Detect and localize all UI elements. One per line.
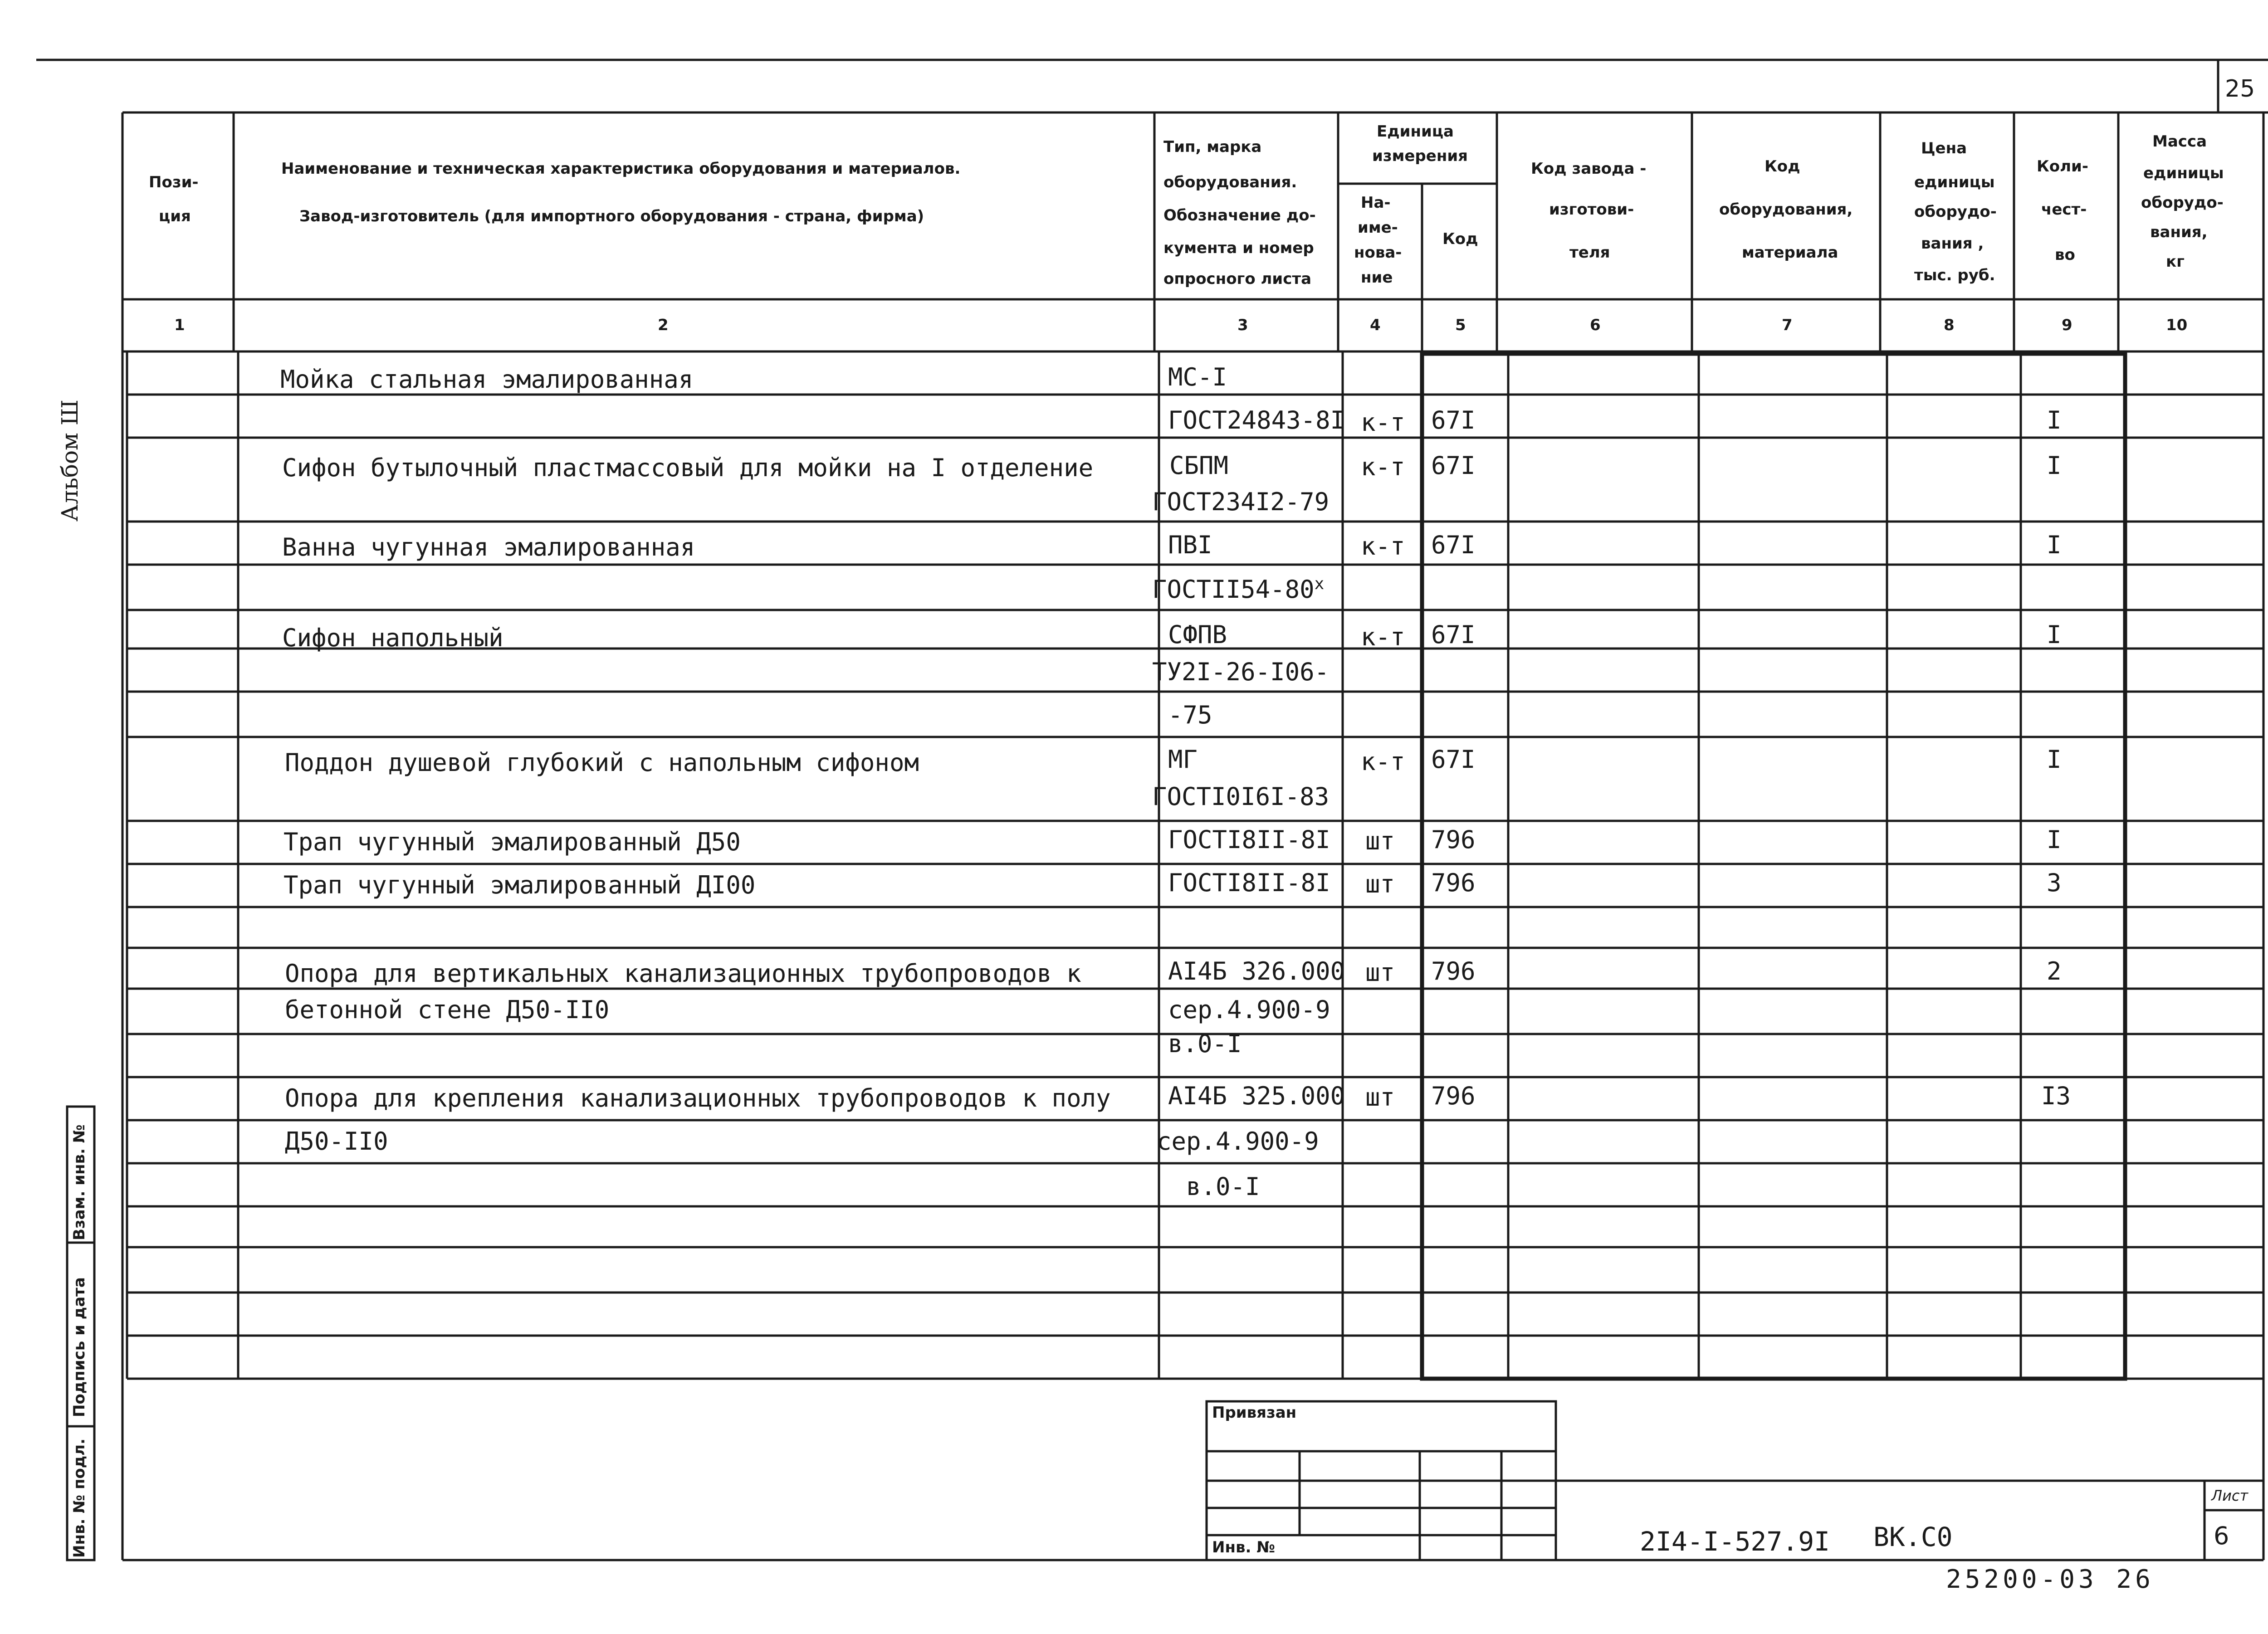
row-type: ГОСТ24843-8I bbox=[1168, 406, 1345, 434]
header-col10-line2: единицы bbox=[2143, 164, 2224, 182]
row-name: Опора для вертикальных канализационных трубопроводов к bbox=[285, 959, 1081, 988]
header-col2-line2: Завод-изготовитель (для импортного оборудования - страна, фирма) bbox=[299, 207, 924, 225]
header-col10-line3: оборудо- bbox=[2141, 194, 2224, 212]
row-unit: к-т bbox=[1361, 747, 1405, 776]
header-col7-line2: оборудования, bbox=[1719, 200, 1853, 219]
col-number-8: 8 bbox=[1944, 316, 1955, 334]
row-unit: к-т bbox=[1361, 453, 1405, 481]
header-col3-line5: опросного листа bbox=[1163, 270, 1312, 288]
document-code: 2I4-I-527.9I bbox=[1640, 1526, 1830, 1557]
row-unit: шт bbox=[1365, 958, 1395, 987]
header-col10-line4: вания, bbox=[2150, 223, 2208, 241]
row-code: 67I bbox=[1431, 745, 1476, 774]
col-number-4: 4 bbox=[1370, 316, 1381, 334]
row-code: 67I bbox=[1431, 620, 1476, 649]
col-number-7: 7 bbox=[1782, 316, 1793, 334]
header-col3-line3: Обозначение до- bbox=[1163, 206, 1316, 224]
row-name: Д50-II0 bbox=[285, 1127, 388, 1156]
header-col10-line5: кг bbox=[2166, 253, 2185, 271]
title-inv-label: Инв. № bbox=[1212, 1538, 1276, 1556]
title-privyazan: Привязан bbox=[1212, 1404, 1297, 1422]
col-number-3: 3 bbox=[1237, 316, 1248, 334]
row-name: Трап чугунный эмалированный ДI00 bbox=[284, 871, 756, 899]
row-unit: шт bbox=[1365, 1083, 1395, 1112]
header-col8-line4: вания , bbox=[1921, 234, 1984, 253]
row-code: 796 bbox=[1431, 1082, 1476, 1110]
page-number: 25 bbox=[2225, 75, 2255, 102]
row-qty: I bbox=[2047, 451, 2062, 480]
stamp-signature-date-label: Подпись и дата bbox=[70, 1277, 88, 1417]
header-col10-line1: Масса bbox=[2152, 132, 2207, 151]
header-col9-line1: Коли- bbox=[2037, 157, 2088, 176]
row-qty: 3 bbox=[2047, 868, 2062, 897]
row-type: ПВI bbox=[1168, 531, 1212, 559]
header-unit-line1: Единица bbox=[1377, 122, 1454, 141]
album-label: Альбом Ш bbox=[57, 400, 83, 522]
col-number-2: 2 bbox=[658, 316, 669, 334]
header-col3-line2: оборудования. bbox=[1163, 173, 1297, 191]
header-col7-line3: материала bbox=[1742, 244, 1838, 262]
row-unit: шт bbox=[1365, 827, 1395, 855]
row-qty: I3 bbox=[2041, 1082, 2071, 1110]
row-type: сер.4.900-9 bbox=[1157, 1127, 1319, 1156]
sheet-label: Лист bbox=[2211, 1487, 2248, 1504]
row-code: 796 bbox=[1431, 957, 1476, 985]
row-name: Сифон бутылочный пластмассовый для мойки на I отделение bbox=[282, 454, 1094, 482]
row-qty: I bbox=[2047, 531, 2062, 559]
bottom-code: 25200-03 26 bbox=[1946, 1565, 2154, 1594]
row-type: МС-I bbox=[1168, 363, 1227, 391]
header-unit-line2: измерения bbox=[1372, 147, 1468, 165]
row-type-superscript: x bbox=[1314, 575, 1325, 593]
row-type: -75 bbox=[1168, 701, 1212, 729]
row-type: АI4Б 325.000 bbox=[1168, 1082, 1345, 1110]
row-name: Трап чугунный эмалированный Д50 bbox=[284, 828, 741, 856]
row-name: Сифон напольный bbox=[282, 624, 503, 652]
row-type: в.0-I bbox=[1186, 1172, 1260, 1201]
row-unit: к-т bbox=[1361, 532, 1405, 561]
col-number-10: 10 bbox=[2166, 316, 2188, 334]
header-col3-line4: кумента и номер bbox=[1163, 239, 1314, 257]
header-col3-line1: Тип, марка bbox=[1163, 138, 1262, 156]
row-qty: I bbox=[2047, 825, 2062, 854]
row-qty: 2 bbox=[2047, 957, 2062, 985]
row-code: 796 bbox=[1431, 825, 1476, 854]
row-unit: к-т bbox=[1361, 408, 1405, 437]
header-col6-line3: теля bbox=[1569, 244, 1610, 262]
row-type: СБПМ bbox=[1169, 451, 1229, 480]
sheet-number: 6 bbox=[2214, 1522, 2229, 1550]
header-col4-line2: име- bbox=[1358, 219, 1398, 237]
row-qty: I bbox=[2047, 406, 2062, 434]
col-number-1: 1 bbox=[174, 316, 185, 334]
header-col2-line1: Наименование и техническая характеристика оборудования и материалов. bbox=[281, 160, 961, 178]
row-type-text: ГОСТII54-80 bbox=[1152, 575, 1315, 604]
row-qty: I bbox=[2047, 745, 2062, 774]
col-number-6: 6 bbox=[1590, 316, 1601, 334]
row-name: бетонной стене Д50-II0 bbox=[285, 995, 610, 1024]
header-col8-line2: единицы bbox=[1914, 173, 1995, 191]
header-col9-line3: во bbox=[2055, 246, 2075, 264]
header-col5: Код bbox=[1442, 230, 1478, 248]
col-number-5: 5 bbox=[1455, 316, 1466, 334]
row-qty: I bbox=[2047, 620, 2062, 649]
header-col8-line3: оборудо- bbox=[1914, 203, 1997, 221]
header-col7-line1: Код bbox=[1765, 157, 1800, 176]
row-name: Ванна чугунная эмалированная bbox=[282, 533, 695, 561]
row-name: Опора для крепления канализационных трубопроводов к полу bbox=[285, 1084, 1111, 1112]
col-number-9: 9 bbox=[2062, 316, 2072, 334]
header-col9-line2: чест- bbox=[2041, 200, 2087, 219]
row-type: СФПВ bbox=[1168, 620, 1227, 649]
row-type: АI4Б 326.000 bbox=[1168, 957, 1345, 985]
row-type: ГОСТI0I6I-83 bbox=[1152, 782, 1330, 811]
row-name: Мойка стальная эмалированная bbox=[280, 365, 694, 394]
header-col6-line2: изготови- bbox=[1549, 200, 1634, 219]
row-code: 67I bbox=[1431, 531, 1476, 559]
row-type bbox=[1152, 576, 1324, 602]
header-col1-line2: ция bbox=[159, 207, 191, 225]
row-name: Поддон душевой глубокий с напольным сифоном bbox=[285, 748, 919, 777]
row-type: сер.4.900-9 bbox=[1168, 995, 1330, 1024]
stamp-replaced-inv-label: Взам. инв. № bbox=[70, 1124, 88, 1240]
row-code: 796 bbox=[1431, 868, 1476, 897]
row-code: 67I bbox=[1431, 406, 1476, 434]
header-col4-line4: ние bbox=[1361, 268, 1393, 287]
row-unit: к-т bbox=[1361, 623, 1405, 651]
header-col1-line1: Пози- bbox=[149, 173, 199, 191]
header-col4-line1: На- bbox=[1361, 194, 1391, 212]
header-col4-line3: нова- bbox=[1354, 244, 1402, 262]
row-type: ТУ2I-26-I06- bbox=[1152, 658, 1330, 686]
row-type: МГ bbox=[1168, 745, 1198, 774]
row-code: 67I bbox=[1431, 451, 1476, 480]
stamp-original-inv-label: Инв. № подл. bbox=[70, 1438, 88, 1558]
row-type: ГОСТ234I2-79 bbox=[1152, 488, 1330, 516]
header-col8-line1: Цена bbox=[1921, 139, 1967, 157]
header-col6-line1: Код завода - bbox=[1531, 160, 1647, 178]
row-type: ГОСТI8II-8I bbox=[1168, 868, 1330, 897]
row-unit: шт bbox=[1365, 870, 1395, 898]
header-col8-line5: тыс. руб. bbox=[1914, 266, 1995, 284]
row-type: в.0-I bbox=[1168, 1029, 1242, 1058]
document-mark: ВК.С0 bbox=[1873, 1522, 1953, 1552]
row-type: ГОСТI8II-8I bbox=[1168, 825, 1330, 854]
